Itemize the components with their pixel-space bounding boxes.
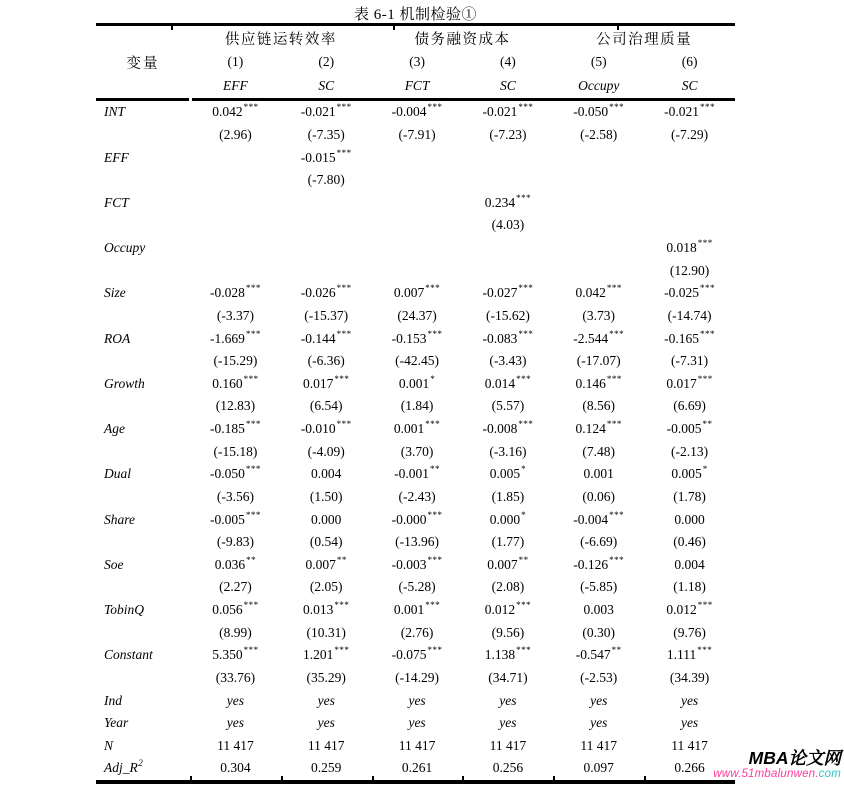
- tstat-cell: (-15.29): [213, 353, 258, 369]
- tstat-cell: (1.85): [491, 488, 525, 504]
- tstat-cell: (8.56): [582, 398, 616, 414]
- coef-cell: 1.201 ***: [303, 645, 350, 663]
- tstat-cell: (4.03): [491, 217, 525, 233]
- coef-cell: [553, 237, 644, 260]
- watermark-url-tail: com: [818, 768, 841, 780]
- tstat-cell: (2.08): [491, 579, 525, 595]
- column-model: SC: [318, 78, 335, 93]
- group-header-supply-chain-efficiency: 供应链运转效率: [224, 31, 337, 48]
- row-label-spacer: [96, 621, 190, 644]
- tstat-cell: (-5.28): [398, 579, 436, 595]
- rule-tick: [171, 26, 173, 30]
- watermark: [713, 748, 841, 781]
- tstat-cell: (6.69): [673, 398, 706, 414]
- column-number: (4): [500, 54, 516, 69]
- tstat-cell: (2.05): [309, 579, 343, 595]
- tstat-cell: [553, 169, 644, 192]
- tstat-cell: (-14.29): [395, 669, 440, 685]
- table-bottom-rule: [96, 780, 735, 784]
- column-model: EFF: [223, 78, 248, 93]
- coef-cell: [644, 146, 735, 169]
- rule-tick: [617, 26, 619, 30]
- coef-cell: -0.050 ***: [209, 464, 261, 482]
- coef-cell: 0.001 *: [398, 373, 436, 391]
- tstat-cell: (-42.45): [395, 353, 440, 369]
- coef-cell: 0.042 ***: [212, 102, 259, 120]
- coef-cell: 0.234 ***: [484, 192, 532, 210]
- row-label: Ind: [104, 692, 122, 708]
- rule-tick: [393, 26, 395, 30]
- coef-cell: [463, 146, 554, 169]
- rule-tick: [190, 776, 192, 780]
- tstat-cell: (-5.85): [580, 579, 618, 595]
- tstat-cell: (-4.09): [307, 443, 345, 459]
- tstat-cell: (0.54): [309, 534, 343, 550]
- column-number: (3): [409, 54, 425, 69]
- coef-cell: -0.083 ***: [482, 328, 534, 346]
- coef-cell: -0.000 ***: [391, 509, 443, 527]
- row-label: Dual: [104, 466, 131, 482]
- tstat-cell: (-2.43): [398, 488, 436, 504]
- coef-cell: -0.004 ***: [573, 509, 625, 527]
- tstat-cell: (9.56): [491, 624, 525, 640]
- row-label: Size: [104, 285, 126, 301]
- footer-value-cell: 0.304: [220, 760, 251, 776]
- coef-cell: -0.028 ***: [209, 283, 261, 301]
- column-number: (6): [681, 54, 698, 69]
- footer-value-cell: 11 417: [398, 737, 436, 753]
- tstat-cell: [190, 259, 281, 282]
- coef-cell: 0.018 ***: [666, 238, 713, 256]
- tstat-cell: (34.39): [669, 669, 710, 685]
- coef-cell: -0.005 ***: [209, 509, 261, 527]
- row-label: ROA: [104, 330, 131, 346]
- coef-cell: 0.007 **: [487, 554, 529, 572]
- coef-cell: 0.005 *: [489, 464, 527, 482]
- tstat-cell: (2.27): [219, 579, 252, 595]
- column-model: SC: [500, 78, 516, 93]
- group-header-debt-financing-cost: 债务融资成本: [414, 31, 511, 48]
- footer-value-cell: 11 417: [489, 737, 527, 753]
- tstat-cell: (1.18): [673, 579, 706, 595]
- coef-cell: [463, 237, 554, 260]
- tstat-cell: (-2.58): [580, 126, 618, 142]
- coef-cell: -0.001 **: [394, 464, 441, 482]
- tstat-cell: (1.84): [400, 398, 434, 414]
- tstat-cell: [644, 169, 735, 192]
- coef-cell: [644, 192, 735, 215]
- table-mid-rule: [96, 98, 735, 101]
- footer-value-cell: yes: [499, 692, 517, 708]
- coef-cell: [553, 192, 644, 215]
- column-model: SC: [681, 78, 698, 93]
- tstat-cell: [463, 169, 554, 192]
- tstat-cell: [553, 259, 644, 282]
- coef-cell: [190, 237, 281, 260]
- tstat-cell: (-14.74): [667, 307, 712, 323]
- tstat-cell: (-3.56): [216, 488, 254, 504]
- rule-tick: [462, 776, 464, 780]
- rule-gap: [189, 98, 192, 101]
- coef-cell: [372, 146, 463, 169]
- tstat-cell: [372, 214, 463, 237]
- footer-value-cell: yes: [680, 715, 699, 731]
- coef-cell: 0.014 ***: [484, 373, 532, 391]
- rule-tick: [281, 776, 283, 780]
- tstat-cell: (24.37): [397, 307, 437, 323]
- column-number: (2): [318, 54, 335, 69]
- row-label: Occupy: [104, 240, 146, 256]
- coef-cell: 0.007 ***: [393, 283, 441, 301]
- row-label: Year: [104, 715, 129, 731]
- row-label-spacer: [96, 350, 190, 373]
- tstat-cell: (-9.83): [216, 534, 254, 550]
- coef-cell: 0.000: [311, 511, 342, 527]
- tstat-cell: [190, 214, 281, 237]
- coef-cell: 0.017 ***: [666, 373, 713, 391]
- coef-cell: [372, 192, 463, 215]
- row-label: N: [104, 737, 114, 753]
- coef-cell: 0.000: [674, 511, 705, 527]
- coef-cell: -0.025 ***: [664, 283, 716, 301]
- coef-cell: 0.042 ***: [575, 283, 622, 301]
- coef-cell: [190, 192, 281, 215]
- tstat-cell: (-15.18): [213, 443, 258, 459]
- coef-cell: -0.008 ***: [482, 419, 534, 437]
- tstat-cell: (-7.80): [307, 172, 345, 188]
- coef-cell: [190, 146, 281, 169]
- tstat-cell: (-13.96): [395, 534, 440, 550]
- coef-cell: 0.146 ***: [575, 373, 622, 391]
- tstat-cell: (12.90): [669, 262, 710, 278]
- tstat-cell: [372, 169, 463, 192]
- tstat-cell: (-7.35): [307, 126, 345, 142]
- tstat-cell: (-7.29): [671, 126, 709, 142]
- rule-tick: [644, 776, 646, 780]
- coef-cell: -0.004 ***: [391, 102, 443, 120]
- footer-value-cell: yes: [590, 715, 608, 731]
- coef-cell: -0.021 ***: [482, 102, 534, 120]
- footer-value-cell: yes: [408, 692, 426, 708]
- row-label-spacer: [96, 305, 190, 328]
- coef-cell: 0.160 ***: [212, 373, 259, 391]
- tstat-cell: (-7.23): [489, 126, 527, 142]
- tstat-cell: [281, 259, 372, 282]
- tstat-cell: [281, 214, 372, 237]
- row-label-spacer: [96, 395, 190, 418]
- table-header: [96, 26, 735, 98]
- coef-cell: 1.138 ***: [484, 645, 532, 663]
- watermark-brand: MBA论文网: [748, 748, 841, 768]
- coef-cell: 0.003: [583, 602, 614, 618]
- table-title: 表 6-1 机制检验①: [354, 7, 477, 23]
- rule-tick: [372, 776, 374, 780]
- footer-value-cell: yes: [499, 715, 517, 731]
- tstat-cell: (1.78): [673, 488, 706, 504]
- tstat-cell: (-3.37): [216, 307, 254, 323]
- coef-cell: 0.005 *: [671, 464, 708, 482]
- column-number: (5): [590, 54, 607, 69]
- tstat-cell: (5.57): [491, 398, 525, 414]
- tstat-cell: (33.76): [215, 669, 256, 685]
- tstat-cell: (-17.07): [576, 353, 621, 369]
- tstat-cell: [190, 169, 281, 192]
- tstat-cell: (2.96): [219, 126, 252, 142]
- tstat-cell: (3.73): [582, 307, 616, 323]
- tstat-cell: [463, 259, 554, 282]
- regression-table: [96, 23, 735, 784]
- group-header-corporate-governance: 公司治理质量: [596, 31, 693, 48]
- coef-cell: -0.015 ***: [300, 147, 352, 165]
- tstat-cell: (8.99): [219, 624, 252, 640]
- row-label: EFF: [104, 149, 129, 165]
- footer-value-cell: yes: [226, 692, 245, 708]
- row-label: Soe: [104, 556, 124, 572]
- row-label: INT: [104, 104, 126, 120]
- coef-cell: 0.001: [583, 466, 614, 482]
- coef-cell: 0.001 ***: [393, 600, 441, 618]
- coef-cell: -0.153 ***: [391, 328, 443, 346]
- footer-value-cell: 11 417: [671, 737, 708, 753]
- tstat-cell: (-15.62): [485, 307, 530, 323]
- tstat-cell: [644, 214, 735, 237]
- coef-cell: -0.021 ***: [664, 102, 716, 120]
- column-model: Occupy: [578, 78, 620, 93]
- row-label-spacer: [96, 214, 190, 237]
- column-model: FCT: [404, 78, 430, 93]
- tstat-cell: (-3.43): [489, 353, 527, 369]
- row-label: FCT: [104, 194, 129, 210]
- footer-value-cell: yes: [317, 692, 335, 708]
- footer-value-cell: 0.259: [311, 760, 342, 776]
- coef-cell: [372, 237, 463, 260]
- footer-value-cell: yes: [226, 715, 245, 731]
- coef-cell: -0.026 ***: [300, 283, 352, 301]
- table-body: [96, 101, 735, 780]
- column-number: (1): [227, 54, 244, 69]
- footer-value-cell: 0.097: [583, 760, 614, 776]
- tstat-cell: (0.06): [582, 488, 616, 504]
- row-label: Growth: [104, 375, 145, 391]
- row-label: Share: [104, 511, 135, 527]
- tstat-cell: (2.76): [400, 624, 434, 640]
- row-label-spacer: [96, 531, 190, 554]
- footer-value-cell: 0.266: [674, 760, 705, 776]
- tstat-cell: [553, 214, 644, 237]
- footer-value-cell: yes: [408, 715, 426, 731]
- coef-cell: 0.004: [674, 556, 705, 572]
- footer-value-cell: yes: [317, 715, 335, 731]
- coef-cell: [553, 146, 644, 169]
- coef-cell: 1.111 ***: [666, 645, 713, 663]
- coef-cell: -0.144 ***: [300, 328, 352, 346]
- tstat-cell: (1.77): [491, 534, 525, 550]
- row-label-spacer: [96, 259, 190, 282]
- tstat-cell: (-2.13): [671, 443, 709, 459]
- coef-cell: -0.126 ***: [573, 554, 625, 572]
- tstat-cell: (-7.31): [671, 353, 709, 369]
- row-label-spacer: [96, 124, 190, 147]
- coef-cell: 0.001 ***: [393, 419, 441, 437]
- coef-cell: [281, 237, 372, 260]
- row-label-spacer: [96, 440, 190, 463]
- tstat-cell: (-3.16): [489, 443, 527, 459]
- tstat-cell: [372, 259, 463, 282]
- tstat-cell: (-2.53): [580, 669, 618, 685]
- tstat-cell: (34.71): [488, 669, 528, 685]
- coef-cell: -0.185 ***: [209, 419, 261, 437]
- coef-cell: 0.036 **: [214, 554, 257, 572]
- footer-value-cell: 0.256: [492, 760, 524, 776]
- rule-tick: [553, 776, 555, 780]
- row-label-spacer: [96, 667, 190, 690]
- row-label: Constant: [104, 647, 153, 663]
- coef-cell: -0.021 ***: [300, 102, 352, 120]
- coef-cell: -0.165 ***: [664, 328, 716, 346]
- coef-cell: 0.017 ***: [303, 373, 350, 391]
- row-label-spacer: [96, 576, 190, 599]
- tstat-cell: (-15.37): [304, 307, 349, 323]
- coef-cell: 0.056 ***: [212, 600, 259, 618]
- coef-cell: -2.544 ***: [573, 328, 625, 346]
- tstat-cell: (12.83): [215, 398, 256, 414]
- coef-cell: -1.669 ***: [209, 328, 261, 346]
- coef-cell: 0.000 *: [489, 509, 527, 527]
- coef-cell: -0.003 ***: [391, 554, 443, 572]
- row-label-spacer: [96, 486, 190, 509]
- tstat-cell: (-6.36): [307, 353, 345, 369]
- coef-cell: 0.012 ***: [666, 600, 713, 618]
- tstat-cell: (1.50): [309, 488, 343, 504]
- tstat-cell: (35.29): [306, 669, 346, 685]
- variable-column-header: 变量: [126, 55, 160, 72]
- tstat-cell: (-6.69): [580, 534, 618, 550]
- tstat-cell: (0.30): [582, 624, 616, 640]
- coef-cell: 0.124 ***: [575, 419, 622, 437]
- row-label: Age: [104, 421, 125, 437]
- tstat-cell: (6.54): [309, 398, 343, 414]
- footer-value-cell: 11 417: [217, 737, 254, 753]
- footer-value-cell: 11 417: [307, 737, 345, 753]
- footer-value-cell: 11 417: [580, 737, 618, 753]
- coef-cell: 0.012 ***: [484, 600, 532, 618]
- tstat-cell: (10.31): [306, 624, 346, 640]
- coef-cell: [281, 192, 372, 215]
- tstat-cell: (3.70): [400, 443, 434, 459]
- row-label: TobinQ: [104, 602, 145, 618]
- footer-value-cell: 0.261: [401, 760, 433, 776]
- coef-cell: -0.075 ***: [391, 645, 443, 663]
- table-top-rule: [96, 23, 735, 26]
- footer-value-cell: yes: [680, 692, 699, 708]
- coef-cell: -0.547 **: [575, 645, 622, 663]
- watermark-url-main: www.51mbalunwen.: [713, 768, 819, 780]
- coef-cell: -0.010 ***: [300, 419, 352, 437]
- watermark-url[interactable]: [713, 768, 841, 781]
- coef-cell: -0.050 ***: [573, 102, 625, 120]
- footer-value-cell: yes: [590, 692, 608, 708]
- tstat-cell: (9.76): [673, 624, 706, 640]
- coef-cell: -0.005 **: [666, 419, 713, 437]
- coef-cell: -0.027 ***: [482, 283, 534, 301]
- coef-cell: 0.004: [311, 466, 342, 482]
- row-label: Adj_R 2: [104, 758, 143, 776]
- row-label-spacer: [96, 169, 190, 192]
- tstat-cell: (-7.91): [398, 126, 436, 142]
- coef-cell: 0.013 ***: [303, 600, 350, 618]
- tstat-cell: (0.46): [673, 534, 706, 550]
- coef-cell: 0.007 **: [305, 554, 347, 572]
- coef-cell: 5.350 ***: [212, 645, 259, 663]
- tstat-cell: (7.48): [582, 443, 616, 459]
